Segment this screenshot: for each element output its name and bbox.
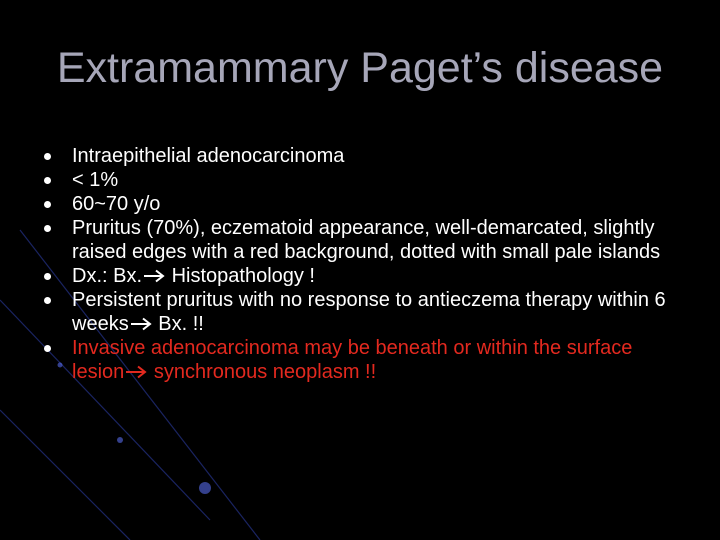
- right-arrow-icon: [130, 317, 152, 331]
- bullet-text: Invasive adenocarcinoma may be beneath or within the surface lesion: [72, 337, 633, 383]
- bullet-dot-icon: [44, 273, 51, 280]
- bullet-list: [44, 144, 684, 384]
- bullet-dot-icon: [44, 177, 51, 184]
- bullet-item: [44, 144, 684, 168]
- bullet-text: < 1%: [72, 169, 119, 191]
- bullet-text: Pruritus (70%), eczematoid appearance, well-demarcated, slightly raised edges with a red background, dotted with small pale islands: [72, 217, 661, 263]
- bullet-dot-icon: [44, 153, 51, 160]
- bullet-text: Intraepithelial adenocarcinoma: [72, 145, 345, 167]
- bullet-text: Histopathology !: [166, 265, 315, 287]
- bullet-item: [44, 288, 684, 336]
- bullet-text: Bx. !!: [152, 313, 204, 335]
- right-arrow-icon: [143, 269, 165, 283]
- bullet-item: [44, 264, 684, 288]
- bullet-text: 60~70 y/o: [72, 193, 161, 215]
- slide-title: Extramammary Paget’s disease: [56, 44, 664, 92]
- bullet-dot-icon: [44, 345, 51, 352]
- bullet-text: Dx.: Bx.: [72, 265, 143, 287]
- bullet-item: [44, 192, 684, 216]
- bullet-item: [44, 216, 684, 264]
- bullet-text: synchronous neoplasm !!: [148, 361, 377, 383]
- bullet-text: Persistent pruritus with no response to antieczema therapy within 6 weeks: [72, 289, 666, 335]
- bullet-item: [44, 168, 684, 192]
- bullet-item: [44, 336, 684, 384]
- right-arrow-icon: [125, 365, 147, 379]
- bullet-dot-icon: [44, 201, 51, 208]
- bullet-dot-icon: [44, 225, 51, 232]
- bullet-dot-icon: [44, 297, 51, 304]
